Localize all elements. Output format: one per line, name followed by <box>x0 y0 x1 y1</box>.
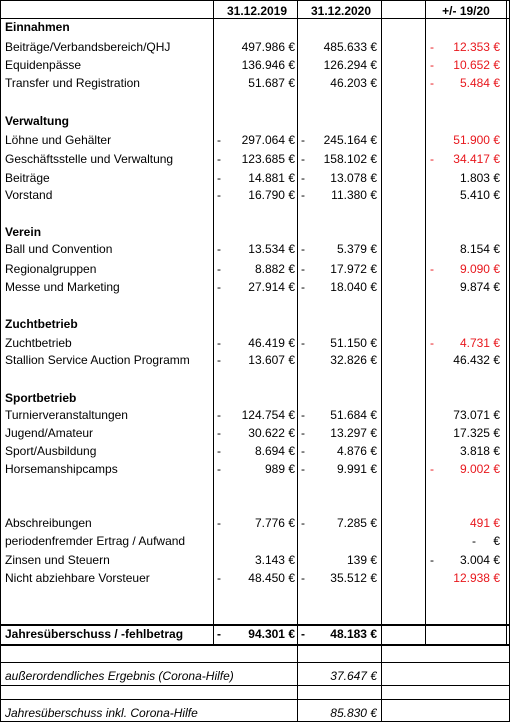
value-diff: 73.071 € <box>453 408 500 422</box>
table-row <box>0 131 510 149</box>
value-2020: 139 € <box>346 553 377 567</box>
sign-2019: - <box>217 408 221 422</box>
value-2020: 4.876 € <box>336 444 377 458</box>
section-zuchtbetrieb <box>0 315 510 333</box>
header-divider <box>0 18 510 19</box>
sign-2020: - <box>301 152 305 166</box>
table-row <box>0 424 510 442</box>
row-label: Regionalgruppen <box>5 262 97 276</box>
sign-2020: - <box>301 171 305 185</box>
value-2019: 13.607 € <box>248 353 295 367</box>
sign-diff: - <box>430 58 434 72</box>
sign-2020 <box>301 551 311 569</box>
final-result-row <box>0 704 510 722</box>
sign-2020: - <box>301 444 305 458</box>
sign-2019: - <box>217 171 221 185</box>
border-top <box>0 0 510 1</box>
value-2019: 989 € <box>264 462 295 476</box>
corona-aid-row <box>0 667 510 685</box>
table-row <box>0 150 510 168</box>
sign-2020: - <box>301 516 305 530</box>
sign-diff <box>430 442 440 460</box>
value-diff: 10.652 € <box>453 58 500 72</box>
sign-2020: - <box>301 408 305 422</box>
section-title: Einnahmen <box>5 20 70 34</box>
row-label: Ball und Convention <box>5 242 113 256</box>
table-row <box>0 406 510 424</box>
value-2019: 3.143 € <box>254 553 295 567</box>
row-label: Geschäftsstelle und Verwaltung <box>5 152 174 166</box>
value-2019: 297.064 € <box>241 133 295 147</box>
sign-diff: - <box>472 534 476 548</box>
sign-diff <box>430 569 440 587</box>
sign-diff: - <box>430 262 434 276</box>
value-diff: 34.417 € <box>453 152 500 166</box>
value-2020: 158.102 € <box>323 152 377 166</box>
sign-2019: - <box>217 426 221 440</box>
value-2020: 35.512 € <box>330 571 377 585</box>
sign-diff: - <box>430 336 434 350</box>
value-2019: 16.790 € <box>248 188 295 202</box>
table-row <box>0 532 510 550</box>
value-2020: 9.991 € <box>336 462 377 476</box>
sign-diff: - <box>430 40 434 54</box>
value-diff: 5.484 € <box>459 76 500 90</box>
value-2019: 46.419 € <box>248 336 295 350</box>
corona-aid-label: außerordendliches Ergebnis (Corona-Hilfe) <box>5 669 234 683</box>
value-diff: 4.731 € <box>459 336 500 350</box>
header-diff: +/- 19/20 <box>442 4 490 18</box>
table-row <box>0 351 510 369</box>
sign-2020: - <box>301 627 305 641</box>
sign-2019: - <box>217 336 221 350</box>
value-2019: 123.685 € <box>241 152 295 166</box>
value-2020: 32.826 € <box>330 353 377 367</box>
section-verein <box>0 223 510 241</box>
header-2019: 31.12.2019 <box>226 4 288 18</box>
row-label: Equidenpässe <box>5 58 82 72</box>
value-2019: 14.881 € <box>248 171 295 185</box>
row-divider <box>0 699 510 700</box>
column-divider <box>506 0 507 646</box>
value-diff: 9.874 € <box>459 280 500 294</box>
value-2019: 27.914 € <box>248 280 295 294</box>
sign-2020: - <box>301 426 305 440</box>
sign-diff <box>430 169 440 187</box>
sign-2019 <box>217 551 227 569</box>
row-label: Vorstand <box>5 188 53 202</box>
value-diff: 8.154 € <box>459 242 500 256</box>
final-result-label: Jahresüberschuss inkl. Corona-Hilfe <box>5 706 198 720</box>
sign-2019: - <box>217 262 221 276</box>
section-title: Sportbetrieb <box>5 391 77 405</box>
total-row <box>0 625 510 643</box>
sign-diff: - <box>430 76 434 90</box>
table-row <box>0 169 510 187</box>
sign-2019: - <box>217 188 221 202</box>
value-diff: 46.432 € <box>453 353 500 367</box>
border-left <box>0 0 1 722</box>
table-row <box>0 186 510 204</box>
value-2020: 51.150 € <box>330 336 377 350</box>
total-2020: 48.183 € <box>330 627 377 641</box>
value-2020: 13.297 € <box>330 426 377 440</box>
value-2020: 17.972 € <box>330 262 377 276</box>
sign-diff <box>430 406 440 424</box>
corona-aid-value: 37.647 € <box>330 669 377 683</box>
value-diff: € <box>493 534 500 548</box>
column-divider <box>213 0 214 646</box>
row-label: Jugend/Amateur <box>5 426 94 440</box>
value-2019: 8.694 € <box>254 444 295 458</box>
sign-2019 <box>217 56 227 74</box>
sign-2020: - <box>301 571 305 585</box>
value-2019: 136.946 € <box>241 58 295 72</box>
row-label: Sport/Ausbildung <box>5 444 97 458</box>
section-title: Verein <box>5 225 42 239</box>
sign-2019: - <box>217 462 221 476</box>
header-2020: 31.12.2020 <box>310 4 372 18</box>
column-divider <box>381 0 382 722</box>
sign-diff: - <box>430 553 434 567</box>
section-title: Zuchtbetrieb <box>5 317 78 331</box>
sign-diff <box>430 131 440 149</box>
sign-2020 <box>301 351 311 369</box>
section-einnahmen <box>0 18 510 36</box>
sign-diff <box>430 351 440 369</box>
table-row <box>0 278 510 296</box>
sign-2019: - <box>217 627 221 641</box>
row-label: Zuchtbetrieb <box>5 336 72 350</box>
value-2020: 126.294 € <box>323 58 377 72</box>
value-2019: 7.776 € <box>254 516 295 530</box>
value-2020: 7.285 € <box>336 516 377 530</box>
value-diff: 5.410 € <box>459 188 500 202</box>
sign-2020 <box>301 56 311 74</box>
value-2020: 485.633 € <box>323 40 377 54</box>
sign-diff <box>430 278 440 296</box>
row-label: Stallion Service Auction Programm <box>5 353 190 367</box>
table-row <box>0 442 510 460</box>
row-label: Messe und Marketing <box>5 280 120 294</box>
value-2019: 13.534 € <box>248 242 295 256</box>
sign-2019: - <box>217 242 221 256</box>
table-row <box>0 334 510 352</box>
row-label: Beiträge <box>5 171 50 185</box>
sign-diff: - <box>430 152 434 166</box>
value-2019: 48.450 € <box>248 571 295 585</box>
value-2019: 124.754 € <box>241 408 295 422</box>
sign-2020: - <box>301 188 305 202</box>
row-label: Zinsen und Steuern <box>5 553 110 567</box>
row-label: Turnierveranstaltungen <box>5 408 128 422</box>
sign-2020: - <box>301 262 305 276</box>
table-row <box>0 260 510 278</box>
value-diff: 9.002 € <box>459 462 500 476</box>
value-2020: 13.078 € <box>330 171 377 185</box>
value-2020: 5.379 € <box>336 242 377 256</box>
column-divider <box>297 0 298 722</box>
table-row <box>0 569 510 587</box>
table-row <box>0 56 510 74</box>
sign-2019: - <box>217 444 221 458</box>
row-label: Nicht abziehbare Vorsteuer <box>5 571 150 585</box>
sign-2019: - <box>217 516 221 530</box>
sign-2020 <box>301 74 311 92</box>
value-diff: 3.818 € <box>459 444 500 458</box>
row-label: Transfer und Registration <box>5 76 140 90</box>
value-diff: 12.938 € <box>453 571 500 585</box>
sign-2020 <box>301 532 311 550</box>
row-label: Abschreibungen <box>5 516 92 530</box>
value-diff: 9.090 € <box>459 262 500 276</box>
value-diff: 51.900 € <box>453 133 500 147</box>
final-result-value: 85.830 € <box>330 706 377 720</box>
sign-2019: - <box>217 353 221 367</box>
total-label: Jahresüberschuss / -fehlbetrag <box>5 627 184 641</box>
section-verwaltung <box>0 112 510 130</box>
section-sportbetrieb <box>0 389 510 407</box>
sign-2019 <box>217 38 227 56</box>
sign-diff <box>430 240 440 258</box>
row-label: periodenfremder Ertrag / Aufwand <box>5 534 186 548</box>
row-divider <box>0 685 510 686</box>
row-label: Beiträge/Verbandsbereich/QHJ <box>5 40 171 54</box>
value-diff: 491 € <box>469 516 500 530</box>
value-2019: 30.622 € <box>248 426 295 440</box>
sign-2019: - <box>217 133 221 147</box>
sign-2020: - <box>301 336 305 350</box>
value-diff: 17.325 € <box>453 426 500 440</box>
value-2020: 18.040 € <box>330 280 377 294</box>
value-2019 <box>227 532 295 550</box>
value-2020: 51.684 € <box>330 408 377 422</box>
row-label: Löhne und Gehälter <box>5 133 112 147</box>
value-2019: 497.986 € <box>241 40 295 54</box>
sign-2019: - <box>217 280 221 294</box>
column-divider <box>425 0 426 646</box>
sign-diff <box>430 186 440 204</box>
total-border-bottom <box>0 644 510 646</box>
value-diff: 12.353 € <box>453 40 500 54</box>
total-2019: 94.301 € <box>248 627 295 641</box>
row-label: Horsemanshipcamps <box>5 462 118 476</box>
row-divider <box>0 662 510 663</box>
table-row <box>0 514 510 532</box>
table-row <box>0 240 510 258</box>
table-row <box>0 551 510 569</box>
table-row <box>0 38 510 56</box>
sign-diff <box>430 514 440 532</box>
sign-2020: - <box>301 462 305 476</box>
sign-2019: - <box>217 152 221 166</box>
sign-2020: - <box>301 280 305 294</box>
sign-2019 <box>217 532 227 550</box>
sign-2020: - <box>301 133 305 147</box>
value-2019: 51.687 € <box>248 76 295 90</box>
sign-diff: - <box>430 462 434 476</box>
value-2020: 245.164 € <box>323 133 377 147</box>
table-row <box>0 460 510 478</box>
value-2020: 46.203 € <box>330 76 377 90</box>
value-2020: 11.380 € <box>331 188 377 202</box>
value-2019: 8.882 € <box>254 262 295 276</box>
sign-2019 <box>217 74 227 92</box>
section-title: Verwaltung <box>5 114 70 128</box>
sign-2019: - <box>217 571 221 585</box>
total-border-top <box>0 624 510 626</box>
value-diff: 1.803 € <box>459 171 500 185</box>
value-diff: 3.004 € <box>459 553 500 567</box>
value-2020 <box>311 532 377 550</box>
sign-2020: - <box>301 242 305 256</box>
table-row <box>0 74 510 92</box>
sign-diff <box>430 424 440 442</box>
sign-2020 <box>301 38 311 56</box>
